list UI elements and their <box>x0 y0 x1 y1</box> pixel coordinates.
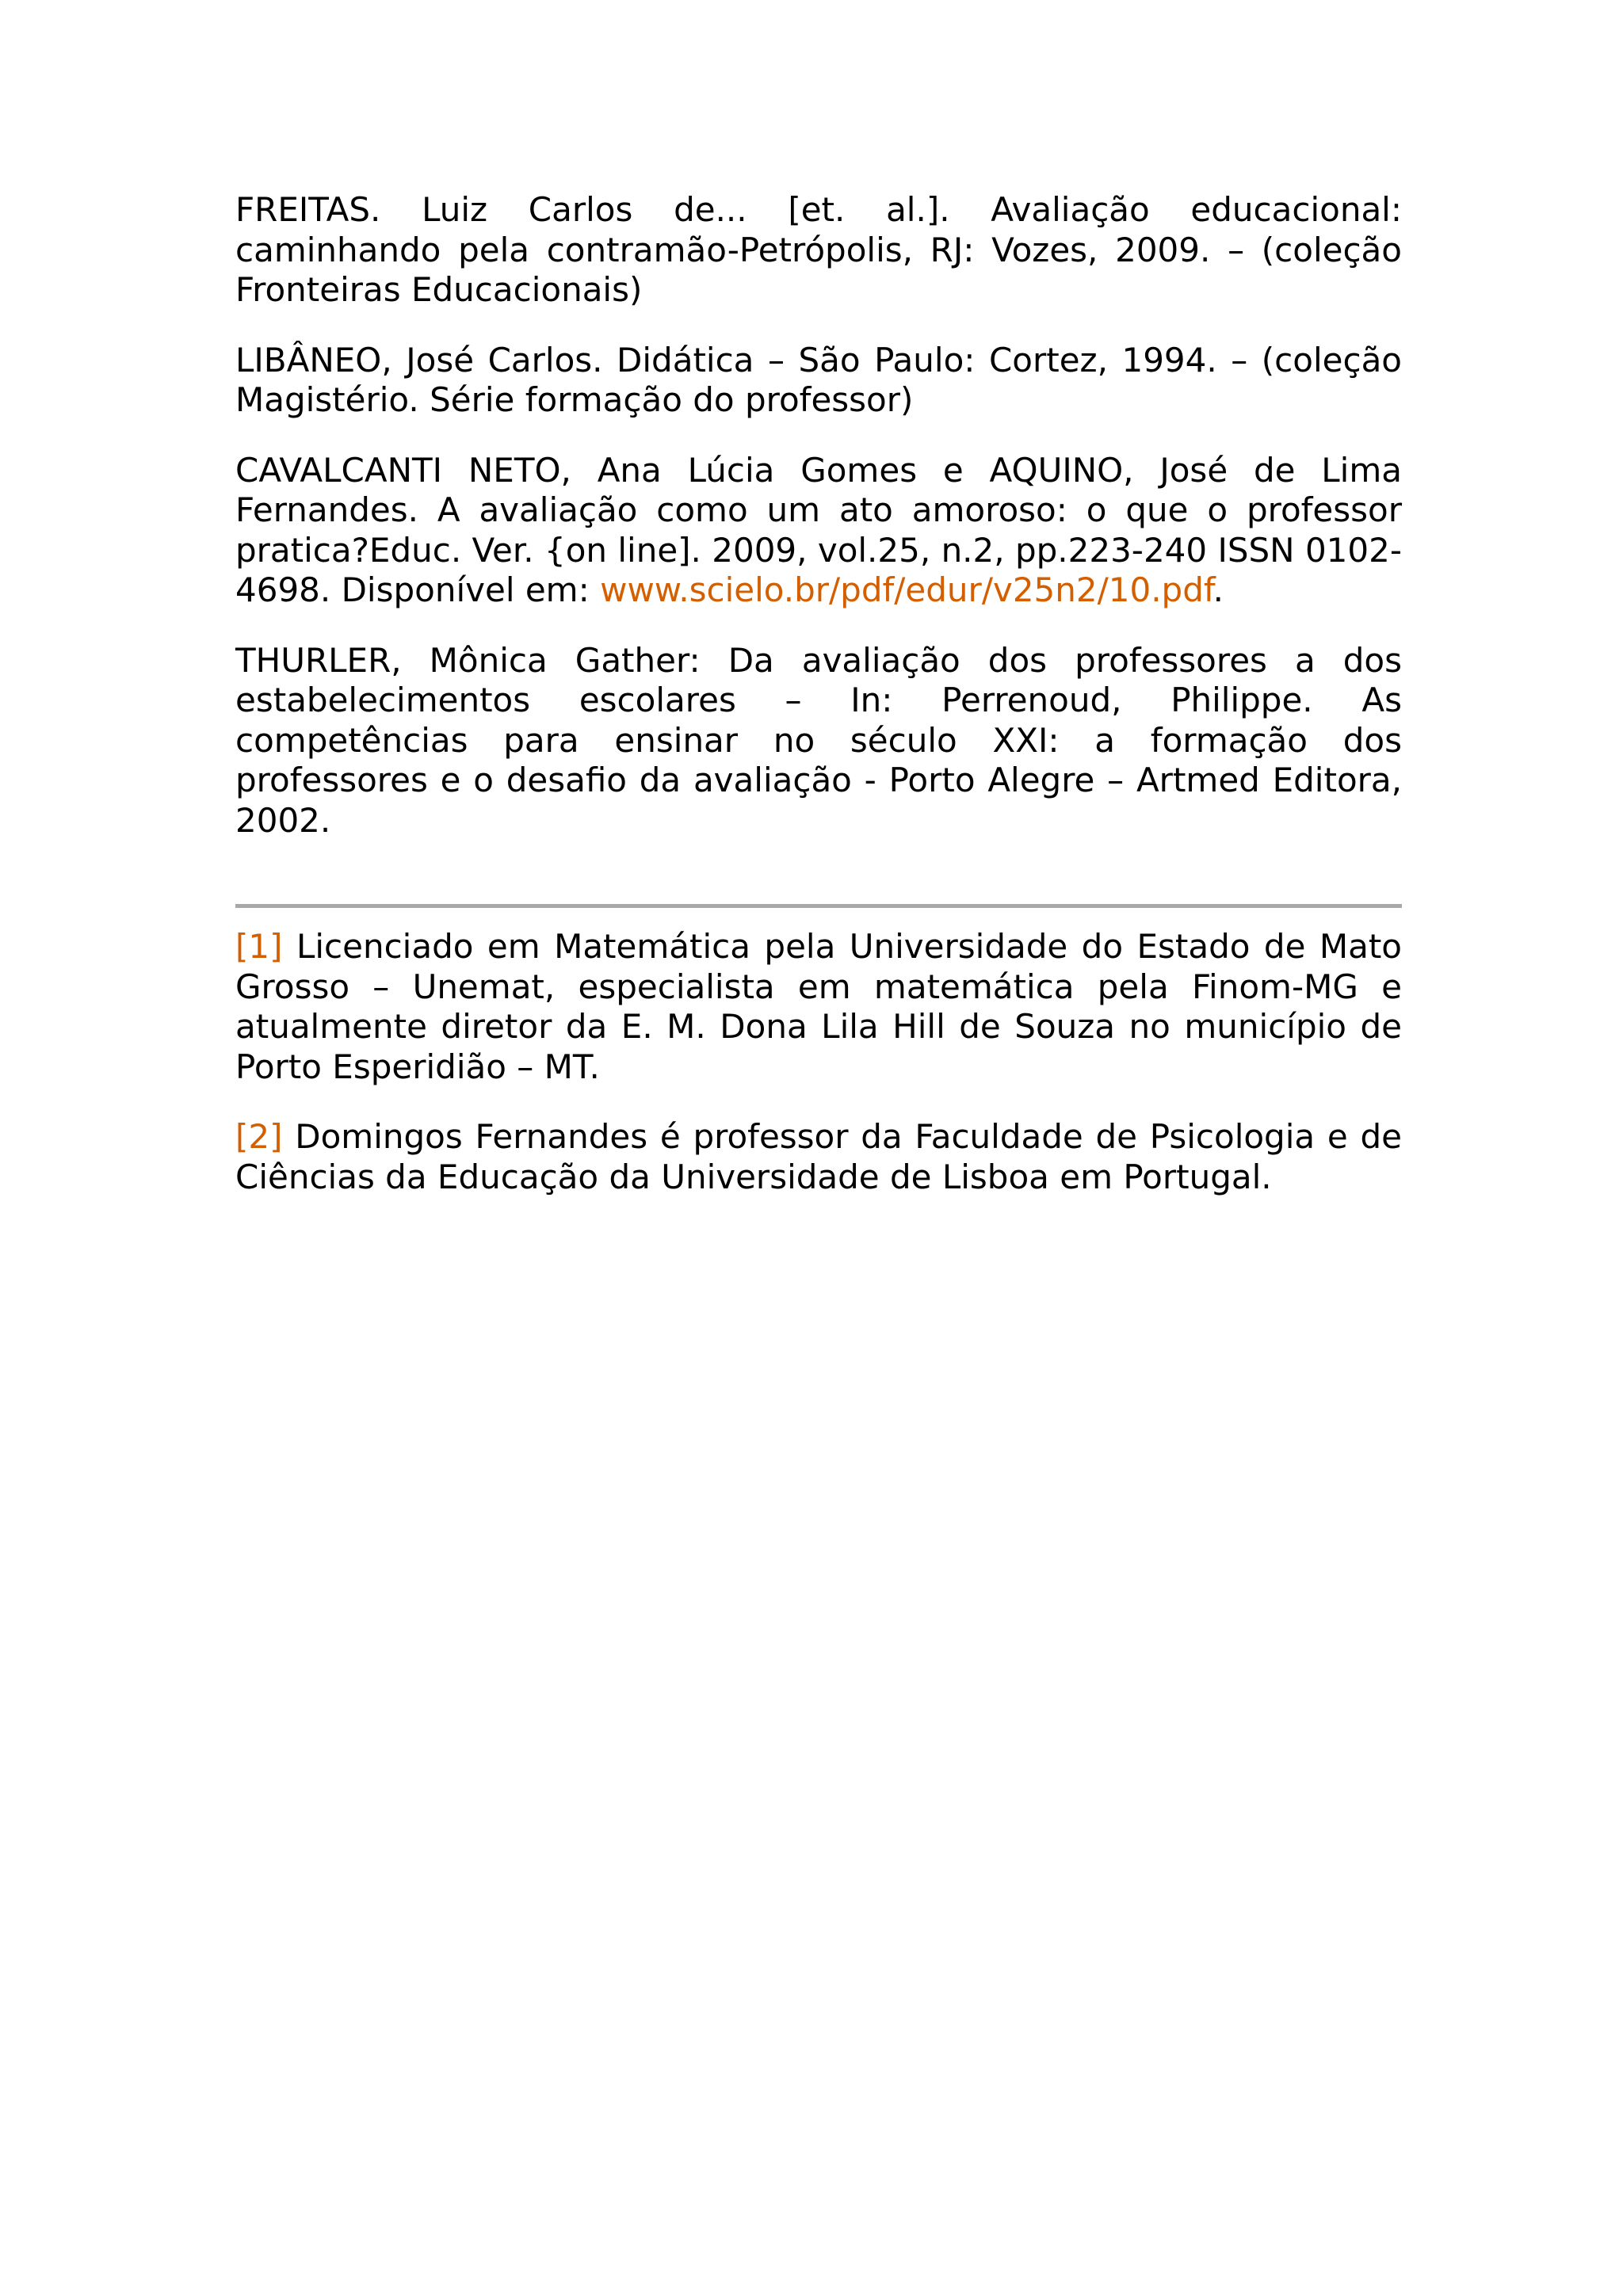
footnote-divider <box>235 904 1402 908</box>
reference-freitas <box>235 190 1402 311</box>
scielo-link[interactable]: www.scielo.br/pdf/edur/v25n2/10.pdf <box>600 570 1213 609</box>
reference-text: LIBÂNEO, José Carlos. Didática – São Paulo: Cortez, 1994. – (coleção Magistério. Série formação do professor) <box>235 340 1402 419</box>
footnote-2 <box>235 1117 1402 1197</box>
reference-end-punctuation: . <box>1212 570 1224 609</box>
reference-thurler <box>235 641 1402 841</box>
document-body <box>235 190 1402 1227</box>
footnote-text: Licenciado em Matemática pela Universidade do Estado de Mato Grosso – Unemat, especialista em matemática pela Finom-MG e atualmente diretor da E. M. Dona Lila Hill de Souza no município de Porto Esperidião – MT. <box>235 927 1402 1086</box>
reference-text: CAVALCANTI NETO, Ana Lúcia Gomes e AQUINO, José de Lima Fernandes. A avaliação como um ato amoroso: o que o professor pratica?Educ. Ver. {on line]. 2009, vol.25, n.2, pp.223-240 ISSN 0102-4698. Disponível em: <box>235 450 1402 609</box>
reference-text: THURLER, Mônica Gather: Da avaliação dos professores a dos estabelecimentos escolares – In: Perrenoud, Philippe. As competências para ensinar no século XXI: a formação dos professores e o desafio da avaliação - Porto Alegre – Artmed Editora, 2002. <box>235 640 1402 840</box>
reference-cavalcanti-neto <box>235 451 1402 611</box>
reference-libaneo <box>235 341 1402 421</box>
footnote-text: Domingos Fernandes é professor da Faculdade de Psicologia e de Ciências da Educação da Universidade de Lisboa em Portugal. <box>235 1117 1402 1196</box>
footnote-1 <box>235 927 1402 1087</box>
footnote-1-marker-link[interactable]: [1] <box>235 927 283 966</box>
reference-text: FREITAS. Luiz Carlos de... [et. al.]. Avaliação educacional: caminhando pela contramão-Petrópolis, RJ: Vozes, 2009. – (coleção Fronteiras Educacionais) <box>235 190 1402 309</box>
footnote-2-marker-link[interactable]: [2] <box>235 1117 283 1156</box>
